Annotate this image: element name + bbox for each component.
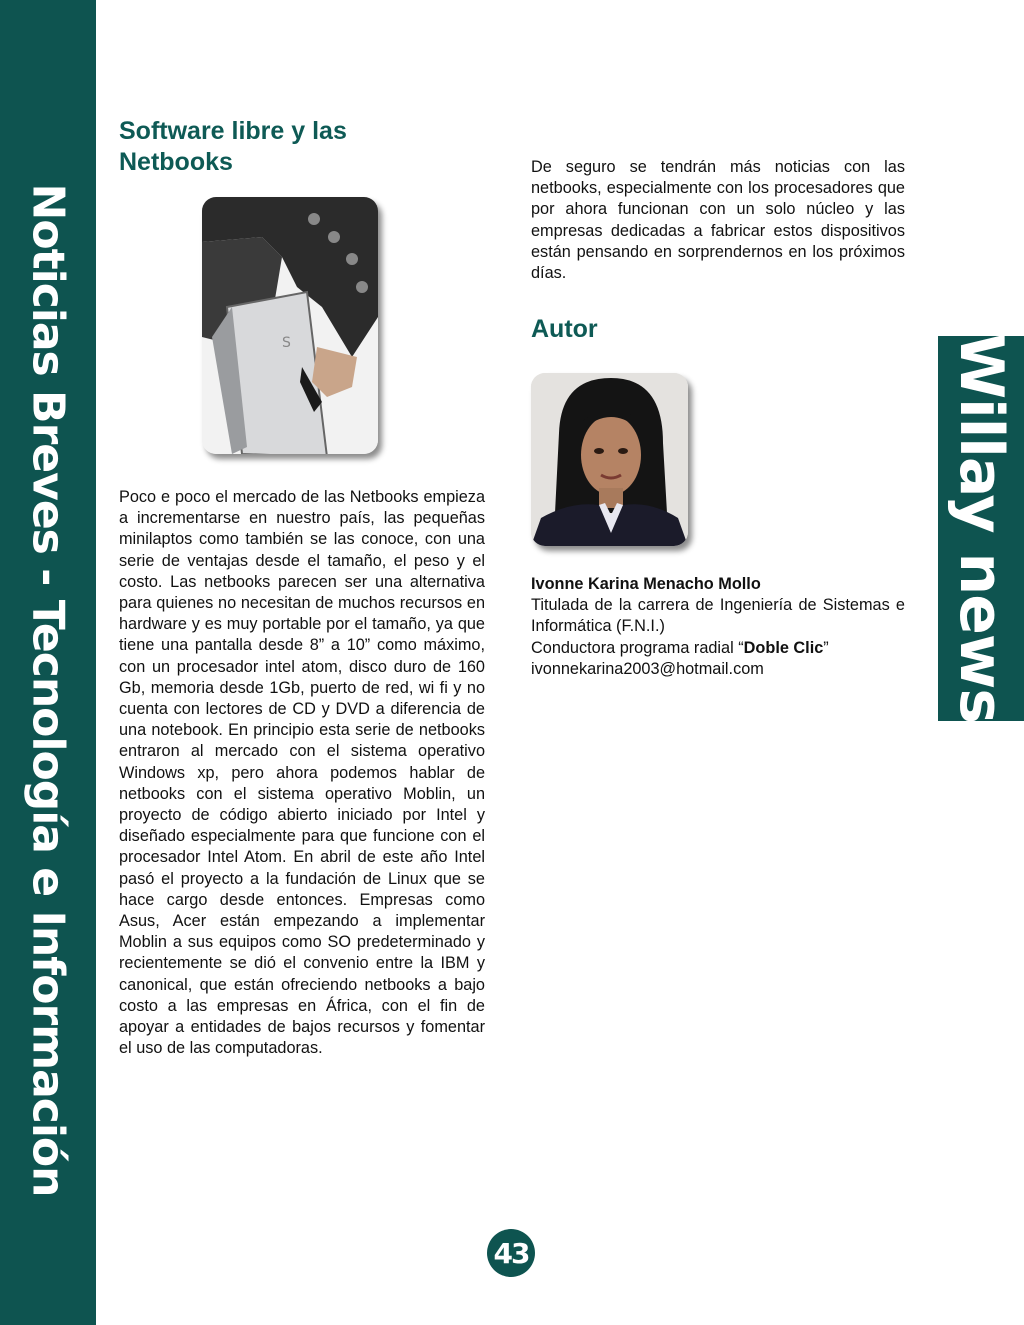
article-title: Software libre y las Netbooks [119,117,347,176]
page-number: 43 [487,1229,535,1277]
article-body [119,487,485,1059]
author-photo [531,373,688,546]
left-sidebar-band [0,0,96,1325]
magazine-name: Willay news [946,332,1016,724]
magazine-tab [938,332,1024,724]
svg-text:S: S [282,335,291,351]
author-heading: Autor [531,315,598,343]
article-conclusion: De seguro se tendrán más noticias con las netbooks, especialmente con los procesadores que por ahora funcionan con un solo núcleo y las empresas dedicadas a fabricar estos dispositivos están pensando en sorprendernos en los próximos días. [531,158,905,283]
author-degree: Titulada de la carrera de Ingeniería de Sistemas e Informática (F.N.I.) [531,596,905,636]
author-info [531,574,905,680]
author-role [531,638,905,659]
section-label: Noticias Breves - Tecnología e Información [22,183,74,1197]
netbook-photo [202,197,378,454]
author-name: Ivonne Karina Menacho Mollo [531,575,761,593]
author-role-suffix: ” [823,638,829,657]
article-body-paragraph: Poco e poco el mercado de las Netbooks empieza a incrementarse en nuestro país, las pequeñas minilaptos como también se las conoce, con una serie de ventajas desde el tamaño, el peso y el costo. Las netbooks parecen ser una alternativa para quienes no necesitan de muchos recursos en hardware y es muy portable por el tamaño, ya que tiene una pantalla desde 8” a 10” como máximo, con un procesador intel atom, disco duro de 160 Gb, memoria desde 1Gb, puerto de red, wi fi y no cuenta con lectores de CD y DVD a diferencia de una notebook. En principio esta serie de netbooks entraron al mercado con el sistema operativo Windows xp, pero ahora podemos hablar de netbooks con el sistema operativo Moblin, un proyecto de código abierto iniciado por Intel y diseñado especialmente para que funcione con el procesador Intel Atom. En abril de este año Intel pasó el proyecto a la fundación de Linux que se hace cargo desde entonces. Empresas como Asus, Acer están empezando a implementar Moblin a sus equipos como SO predeterminado y recientemente se dió el convenio entre la IBM y canonical, que están ofreciendo netbooks a bajo costo a las empresas en África, con el fin de apoyar a entidades de bajos recursos y fomentar el uso de las computadoras. [119,488,485,1058]
author-email: ivonnekarina2003@hotmail.com [531,659,764,678]
author-role-prefix: Conductora programa radial “ [531,638,744,657]
radio-program-name: Doble Clic [743,638,824,657]
